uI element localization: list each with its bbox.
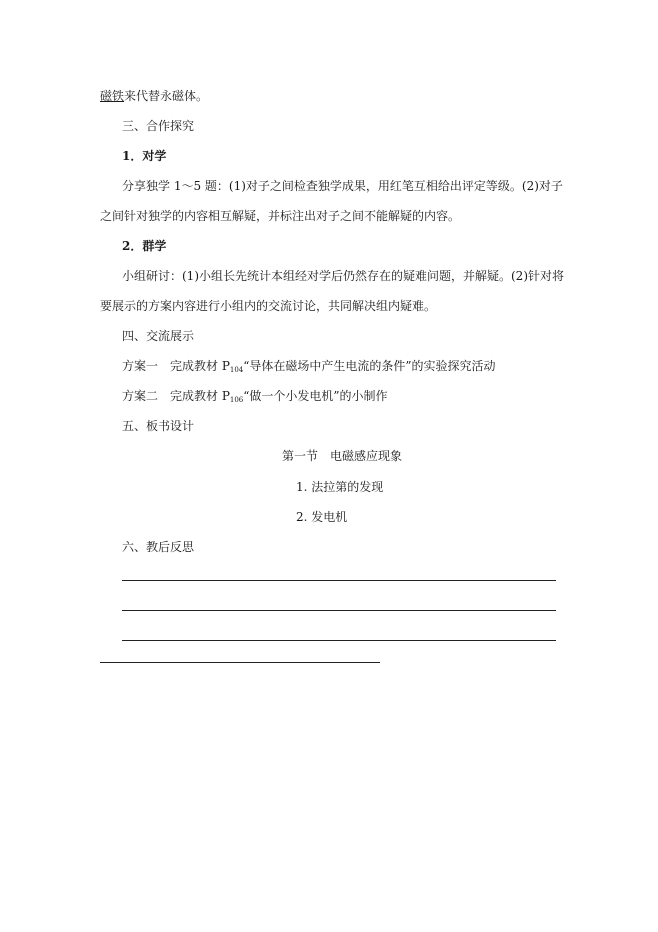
underlined-term: 磁铁 (100, 89, 125, 103)
board-item-2: 2. 发电机 (296, 510, 348, 524)
plan-1 (122, 358, 496, 378)
board-item-1: 1. 法拉第的发现 (296, 480, 384, 494)
section3-heading: 三、合作探究 (122, 119, 195, 133)
plan-2-page: 106 (229, 396, 244, 404)
reflection-line-3[interactable] (122, 640, 556, 641)
plan-1-page: 104 (229, 366, 244, 374)
plan-1-prefix: 方案一 完成教材 P (122, 359, 230, 373)
paragraph-duixue-line1: 分享独学 1～5 题：(1)对子之间检查独学成果，用红笔互相给出评定等级。(2)对子 (122, 179, 563, 193)
paragraph-qunxue-line2: 要展示的方案内容进行小组内的交流讨论，共同解决组内疑难。 (100, 299, 437, 313)
reflection-line-2[interactable] (122, 610, 556, 611)
plan-1-text: “导体在磁场中产生电流的条件”的实验探究活动 (243, 359, 496, 373)
intro-rest: 来代替永磁体。 (124, 89, 209, 103)
section6-heading: 六、教后反思 (122, 540, 195, 554)
section5-heading: 五、板书设计 (122, 419, 195, 433)
subheading-qunxue: 2．群学 (122, 239, 167, 253)
board-title: 第一节 电磁感应现象 (282, 449, 403, 463)
reflection-line-1[interactable] (122, 580, 556, 581)
plan-2-text: “做一个小发电机”的小制作 (243, 389, 388, 403)
intro-line (100, 88, 208, 104)
subheading-duixue: 1．对学 (122, 149, 167, 163)
paragraph-qunxue-line1: 小组研讨：(1)小组长先统计本组经对学后仍然存在的疑难问题，并解疑。(2)针对将 (122, 269, 564, 283)
plan-2-prefix: 方案二 完成教材 P (122, 389, 230, 403)
paragraph-duixue-line2: 之间针对独学的内容相互解疑，并标注出对子之间不能解疑的内容。 (100, 209, 461, 223)
plan-2 (122, 388, 388, 408)
section4-heading: 四、交流展示 (122, 329, 195, 343)
reflection-line-4[interactable] (100, 662, 380, 663)
